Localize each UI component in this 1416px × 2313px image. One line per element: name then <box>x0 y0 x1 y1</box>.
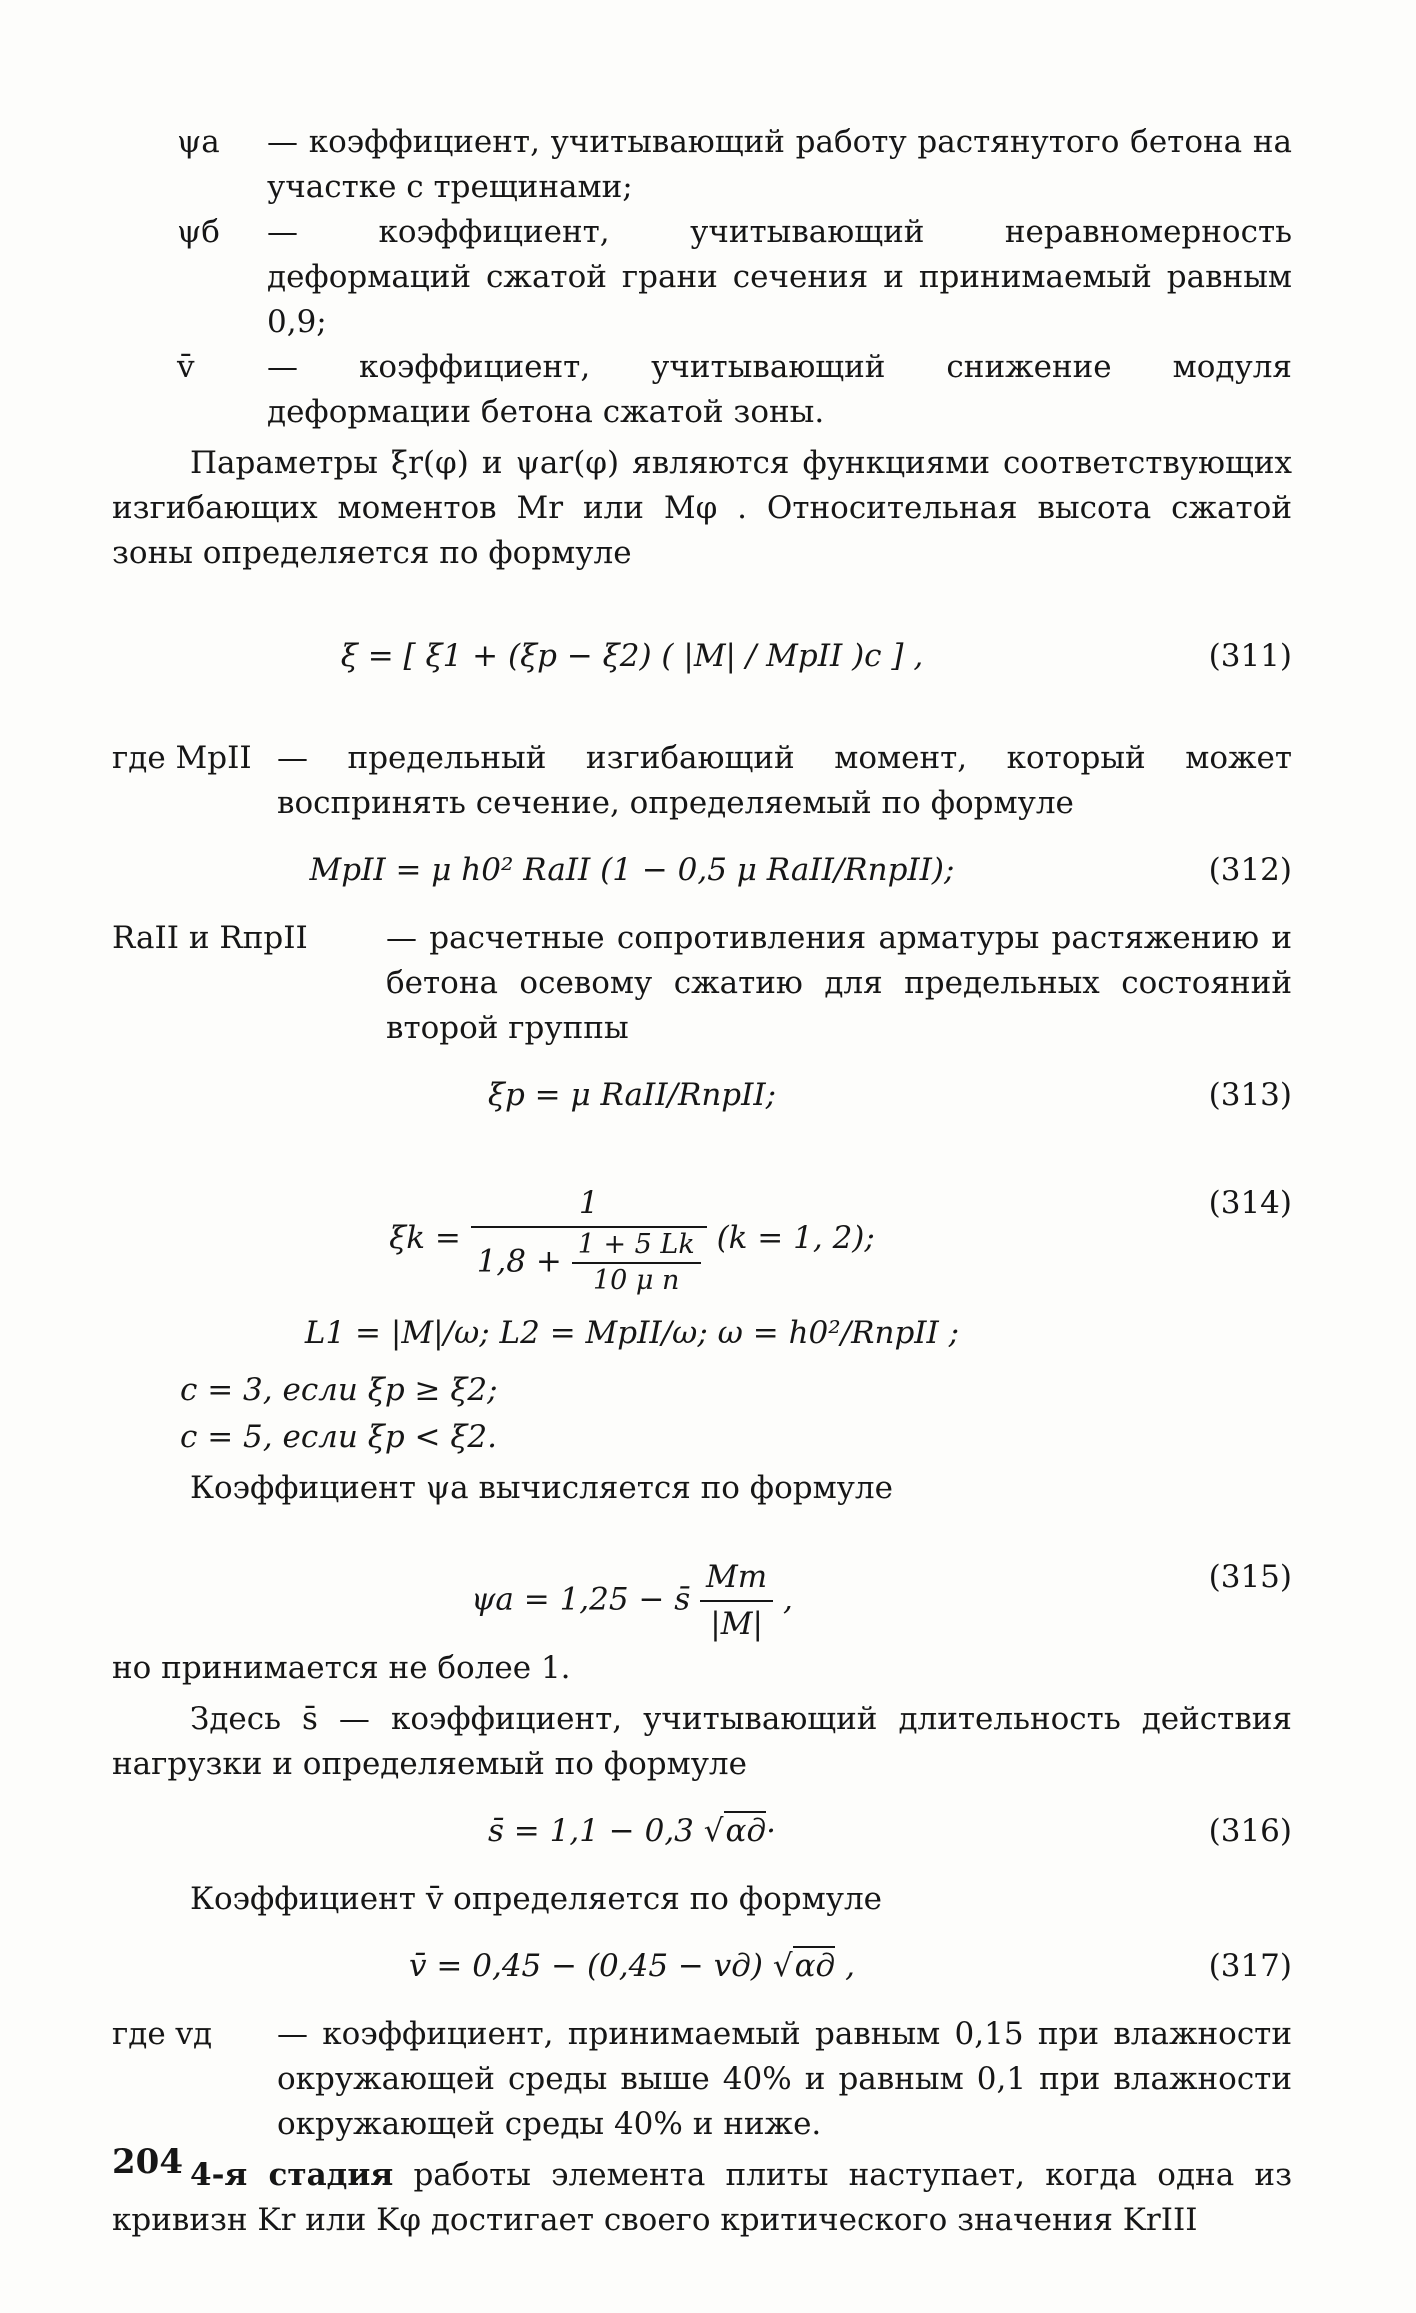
equation-number: (312) <box>1208 852 1292 888</box>
equation-formula <box>112 1944 1152 1989</box>
equation-formula: L1 = |M|/ω; L2 = MpII/ω; ω = h0²/RпрII ; <box>304 1315 960 1351</box>
equation-tail: (k = 1, 2); <box>716 1220 875 1256</box>
definition-psi-a <box>112 120 1292 210</box>
equation-formula <box>112 1181 1152 1298</box>
definition-text: — коэффициент, учитывающий работу растянутого бетона на участке с трещинами; <box>267 124 1292 205</box>
equation-lhs: ξk = <box>389 1220 461 1256</box>
paragraph-nu: Коэффициент v̄ определяется по формуле <box>190 1881 882 1917</box>
definition-text: — коэффициент, принимаемый равным 0,15 при влажности окружающей среды выше 40% и равным 0,1 при влажности окружающей среды 40% и ниже. <box>277 2016 1292 2142</box>
equation-formula: ξp = μ RaII/RпрII; <box>487 1077 777 1113</box>
definition-term: RaII и RпрII <box>112 920 308 956</box>
equation-312 <box>112 836 1292 906</box>
equation-315 <box>112 1521 1292 1642</box>
paragraph-s: Здесь s̄ — коэффициент, учитывающий длительность действия нагрузки и определяемый по формуле <box>112 1701 1292 1782</box>
fraction <box>471 1181 707 1298</box>
equation-number: (317) <box>1208 1948 1292 1984</box>
inner-fraction <box>572 1228 701 1298</box>
equation-tail: , <box>783 1581 793 1618</box>
equation-l-definitions <box>112 1311 1292 1366</box>
equation-formula <box>112 1555 1152 1647</box>
equation-317 <box>112 1932 1292 2002</box>
equation-316 <box>112 1797 1292 1867</box>
equation-tail: · <box>766 1813 776 1849</box>
fraction-denominator <box>471 1228 707 1298</box>
inner-denominator: 10 μ n <box>592 1265 680 1296</box>
radicand: αд <box>725 1813 767 1849</box>
paragraph-parameters: Параметры ξr(φ) и ψar(φ) являются функциями соответствующих изгибающих моментов Mr или Mφ . Относительная высота сжатой зоны определяется по формуле <box>112 445 1292 571</box>
definition-term: ψа <box>177 124 220 160</box>
equation-lhs: ψа = 1,25 − s̄ <box>471 1581 691 1618</box>
condition-c5: c = 5, если ξp < ξ2. <box>180 1419 497 1455</box>
condition-c3: c = 3, если ξp ≥ ξ2; <box>180 1372 498 1408</box>
fraction-numerator: Mт <box>700 1555 773 1602</box>
radicand: αд <box>794 1948 836 1984</box>
definition-term: где vд <box>112 2016 213 2052</box>
stage-text: работы элемента плиты наступает, когда одна из кривизн Kr или Kφ достигает своего критического значения KrIII <box>112 2157 1292 2238</box>
definition-nu-d <box>112 2012 1292 2147</box>
definition-term: где MpII <box>112 740 252 776</box>
equation-formula <box>112 1809 1152 1854</box>
definition-text: — расчетные сопротивления арматуры растяжению и бетона осевому сжатию для предельных состояний второй группы <box>386 920 1292 1046</box>
definition-resistances <box>112 916 1292 1051</box>
fraction-denominator: |M| <box>710 1606 763 1642</box>
definition-nu <box>112 345 1292 435</box>
definition-text: — коэффициент, учитывающий неравномерность деформаций сжатой грани сечения и принимаемый равным 0,9; <box>267 214 1292 340</box>
stage-heading: 4-я стадия <box>190 2157 394 2193</box>
definition-text: — предельный изгибающий момент, который может воспринять сечение, определяемый по формуле <box>277 740 1292 821</box>
equation-number: (314) <box>1208 1185 1292 1221</box>
definition-mp <box>112 736 1292 826</box>
paragraph-psi-a: Коэффициент ψа вычисляется по формуле <box>190 1470 893 1506</box>
page-number: 204 <box>112 2142 183 2182</box>
fraction <box>700 1555 773 1647</box>
inner-numerator: 1 + 5 Lk <box>572 1228 701 1264</box>
equation-number: (313) <box>1208 1077 1292 1113</box>
equation-formula: ξ = [ ξ1 + (ξp − ξ2) ( |M| / MpII )c ] , <box>340 638 924 674</box>
denominator-prefix: 1,8 + <box>476 1243 562 1280</box>
equation-formula: MpII = μ h0² RaII (1 − 0,5 μ RaII/RпрII); <box>309 852 955 888</box>
definition-psi-b <box>112 210 1292 345</box>
fraction-numerator: 1 <box>471 1181 707 1228</box>
definition-term: v̄ <box>177 349 195 385</box>
equation-number: (315) <box>1208 1559 1292 1595</box>
equation-number: (311) <box>1208 638 1292 674</box>
equation-lhs: v̄ = 0,45 − (0,45 − vд) √ <box>409 1948 793 1984</box>
page-body <box>112 120 1292 2249</box>
paragraph-stage-4 <box>112 2153 1292 2243</box>
definition-text: — коэффициент, учитывающий снижение модуля деформации бетона сжатой зоны. <box>267 349 1292 430</box>
equation-number: (316) <box>1208 1813 1292 1849</box>
equation-lhs: s̄ = 1,1 − 0,3 √ <box>488 1813 724 1849</box>
equation-313 <box>112 1061 1292 1131</box>
equation-tail: , <box>835 1948 855 1984</box>
definition-term: ψб <box>177 214 220 250</box>
equation-311 <box>112 586 1292 726</box>
equation-314 <box>112 1141 1292 1301</box>
paragraph-limit: но принимается не более 1. <box>112 1650 571 1686</box>
